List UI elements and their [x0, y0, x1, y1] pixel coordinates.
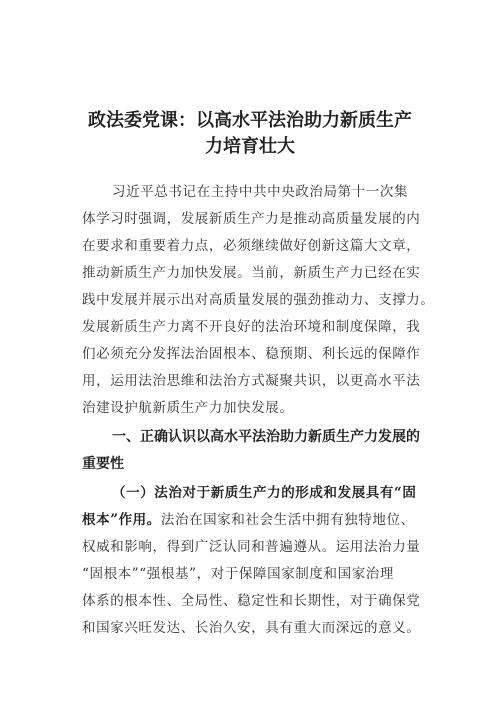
intro-line: 践中发展并展示出对高质量发展的强劲推动力、支撑力。	[82, 292, 435, 308]
subsection-body-line: 和国家兴旺发达、长治久安，具有重大而深远的意义。	[82, 620, 421, 636]
section-heading-line-2: 重要性	[82, 456, 124, 472]
intro-line: 们必须充分发挥法治固根本、稳预期、利长远的保障作	[82, 346, 421, 362]
intro-line: 用，运用法治思维和法治方式凝聚共识，以更高水平法	[82, 373, 421, 389]
subsection-body-start: 法治在国家和社会生活中拥有独特地位、	[160, 512, 415, 528]
intro-line: 治建设护航新质生产力加快发展。	[82, 400, 294, 416]
intro-line: 体学习时强调，发展新质生产力是推动高质量发展的内	[82, 211, 421, 227]
subsection-line-2	[82, 507, 422, 534]
subsection-body-line: 体系的根本性、全局性、稳定性和长期性，对于确保党	[82, 593, 421, 609]
intro-line: 发展新质生产力离不开良好的法治环境和制度保障，我	[82, 319, 421, 335]
subsection-body-line: 权威和影响，得到广泛认同和普遍遵从。运用法治力量	[82, 539, 421, 555]
intro-line: 在要求和重要着力点，必须继续做好创新这篇大文章，	[82, 238, 421, 254]
document-title-line-2: 力培育壮大	[205, 136, 295, 157]
intro-line: 习近平总书记在主持中共中央政治局第十一次集	[112, 184, 409, 200]
document-title-line-1: 政法委党课：以高水平法治助力新质生产	[88, 110, 412, 131]
intro-line: 推动新质生产力加快发展。当前，新质生产力已经在实	[82, 265, 421, 281]
subsection-heading-line-1: （一）法治对于新质生产力的形成和发展具有“固	[112, 485, 417, 501]
subsection-heading-line-2: 根本”作用。	[82, 512, 161, 528]
subsection-body-line: “固根本”“强根基”，对于保障国家制度和国家治理	[82, 566, 395, 582]
section-heading-line-1: 一、正确认识以高水平法治助力新质生产力发展的	[112, 429, 420, 445]
